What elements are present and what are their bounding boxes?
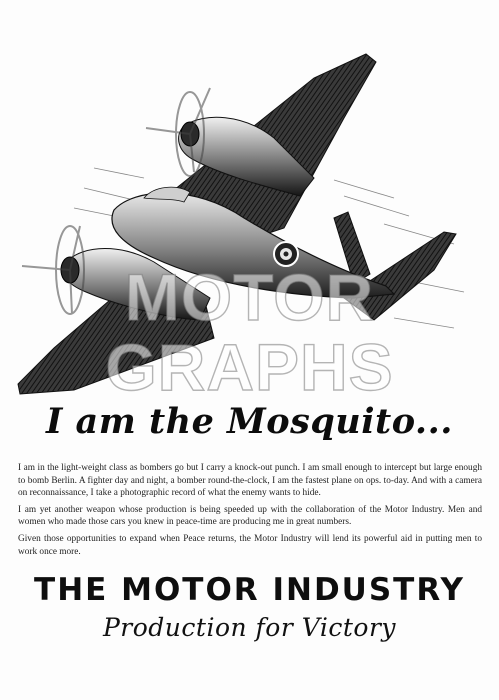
body-copy: [18, 462, 482, 562]
brand-name: THE MOTOR INDUSTRY: [34, 572, 465, 608]
headline: I am the Mosquito...: [46, 401, 453, 442]
body-paragraph-1: I am in the light-weight class as bombers go but I carry a knock-out punch. I am small enough to intercept but large enough to bomb Berlin. A fighter day and night, a bomber round-the-clock, I am the fastest plane on ops. to-day. And with a camera on reconnaissance, I take a photographic record of what the enemy wants to hide.: [18, 463, 482, 499]
watermark-line-2: GRAPHS: [105, 330, 394, 404]
slogan: Production for Victory: [102, 613, 397, 642]
body-paragraph-2: I am yet another weapon whose production is being speeded up with the collaboration of the Motor Industry. Men and women who made those cars you knew in peace-time are producing me in great numbers.: [18, 504, 482, 528]
watermark-line-1: MOTOR: [124, 260, 375, 334]
body-paragraph-3: Given those opportunities to expand when Peace returns, the Motor Industry will lend its powerful aid in putting men to work once more.: [18, 533, 482, 557]
mosquito-aircraft-illustration: [14, 48, 486, 398]
roundel-marking: [274, 242, 298, 266]
